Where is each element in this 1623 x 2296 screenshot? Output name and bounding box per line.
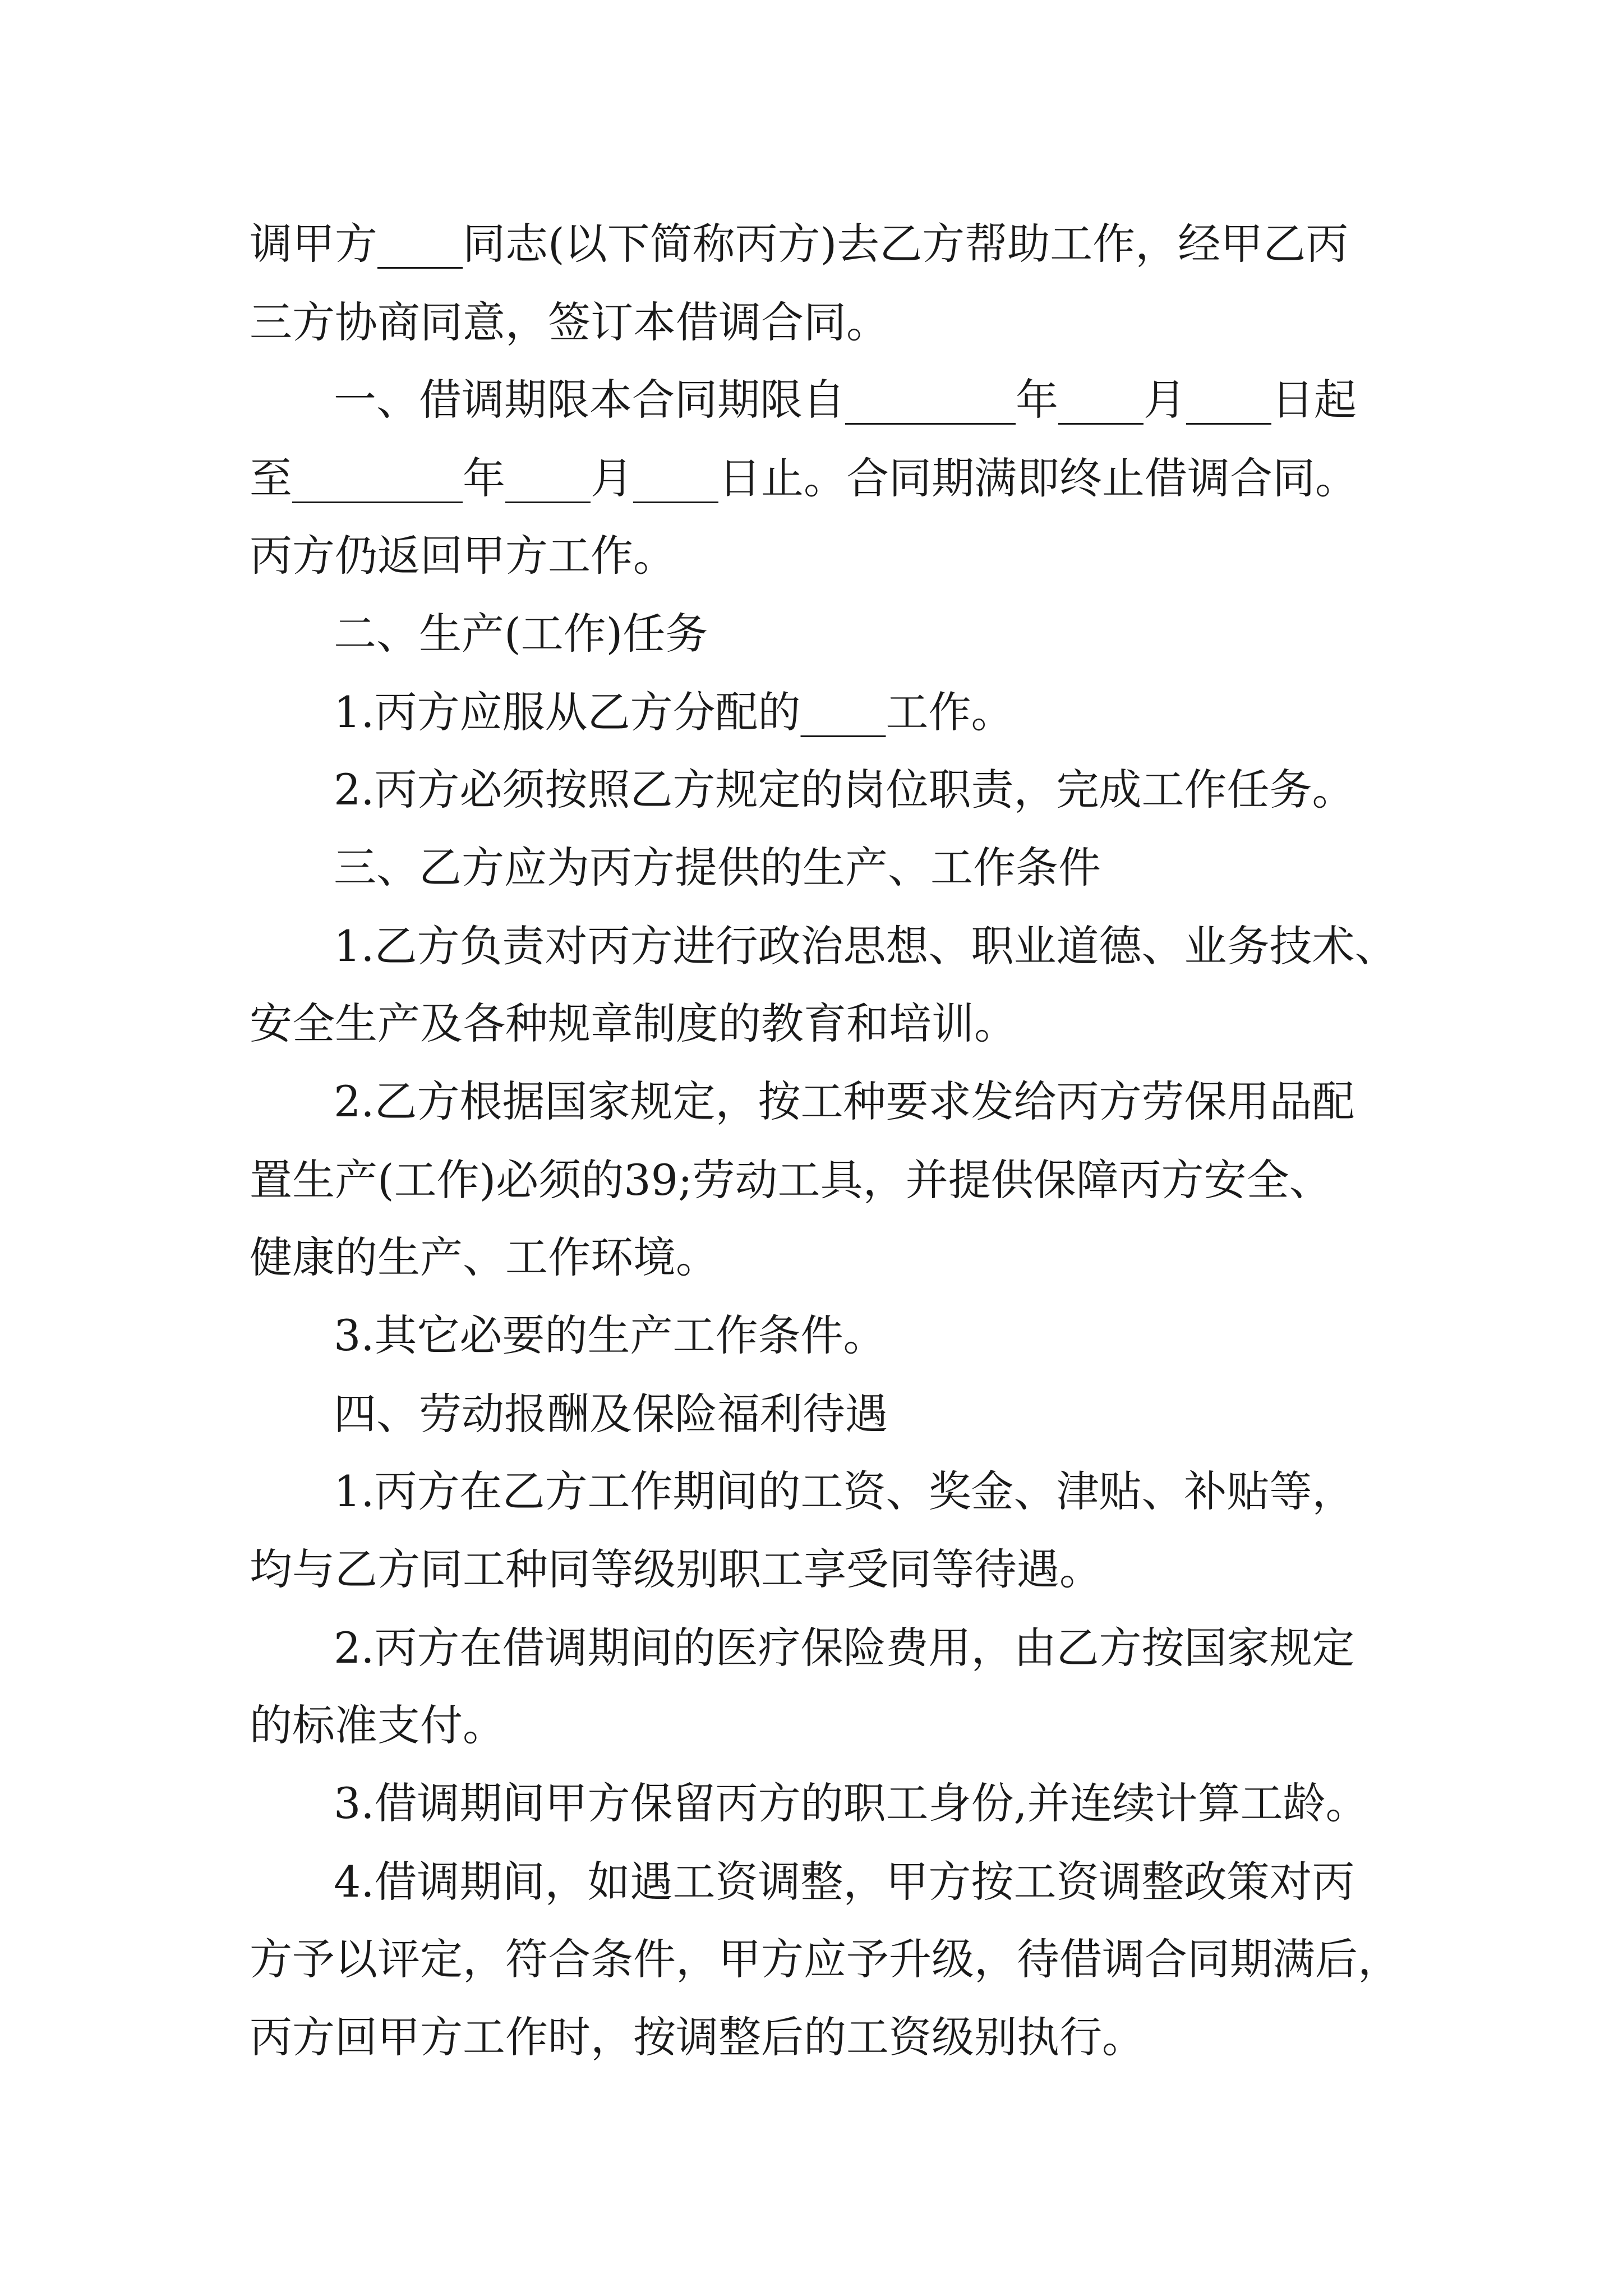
- text-line: 方予以评定，符合条件，甲方应予升级，待借调合同期满后，: [250, 1934, 1400, 1984]
- text-line: 至________年____月____日止。合同期满即终止借调合同。: [250, 453, 1358, 503]
- list-item: 3.借调期间甲方保留丙方的职工身份,并连续计算工龄。: [334, 1778, 1368, 1828]
- text-line: 安全生产及各种规章制度的教育和培训。: [250, 999, 1017, 1048]
- list-item: 4.借调期间，如遇工资调整，甲方按工资调整政策对丙: [334, 1857, 1355, 1907]
- list-item: 2.乙方根据国家规定，按工种要求发给丙方劳保用品配: [334, 1076, 1355, 1126]
- text-line: 健康的生产、工作环境。: [250, 1232, 718, 1282]
- section-heading-3: 三、乙方应为丙方提供的生产、工作条件: [334, 843, 1101, 892]
- text-line: 三方协商同意，签订本借调合同。: [250, 297, 889, 347]
- list-item: 1.丙方应服从乙方分配的____工作。: [334, 687, 1014, 737]
- text-line: 置生产(工作)必须的39;劳动工具，并提供保障丙方安全、: [250, 1155, 1332, 1205]
- list-item: 1.丙方在乙方工作期间的工资、奖金、津贴、补贴等，: [334, 1466, 1355, 1516]
- section-heading-2: 二、生产(工作)任务: [334, 609, 708, 659]
- text-line: 丙方回甲方工作时，按调整后的工资级别执行。: [250, 2012, 1145, 2062]
- section-heading-4: 四、劳动报酬及保险福利待遇: [334, 1389, 888, 1439]
- list-item: 1.乙方负责对丙方进行政治思想、职业道德、业务技术、: [334, 921, 1398, 971]
- text-line: 均与乙方同工种同等级别职工享受同等待遇。: [250, 1544, 1102, 1594]
- text-line: 调甲方____同志(以下简称丙方)去乙方帮助工作，经甲乙丙: [250, 219, 1349, 269]
- list-item: 2.丙方在借调期间的医疗保险费用，由乙方按国家规定: [334, 1623, 1355, 1673]
- list-item: 3.其它必要的生产工作条件。: [334, 1310, 886, 1360]
- list-item: 2.丙方必须按照乙方规定的岗位职责，完成工作任务。: [334, 765, 1355, 815]
- text-line: 丙方仍返回甲方工作。: [250, 531, 676, 581]
- section-heading-1-text: 一、借调期限本合同期限自________年____月____日起: [334, 375, 1357, 425]
- text-line: 的标准支付。: [250, 1700, 505, 1750]
